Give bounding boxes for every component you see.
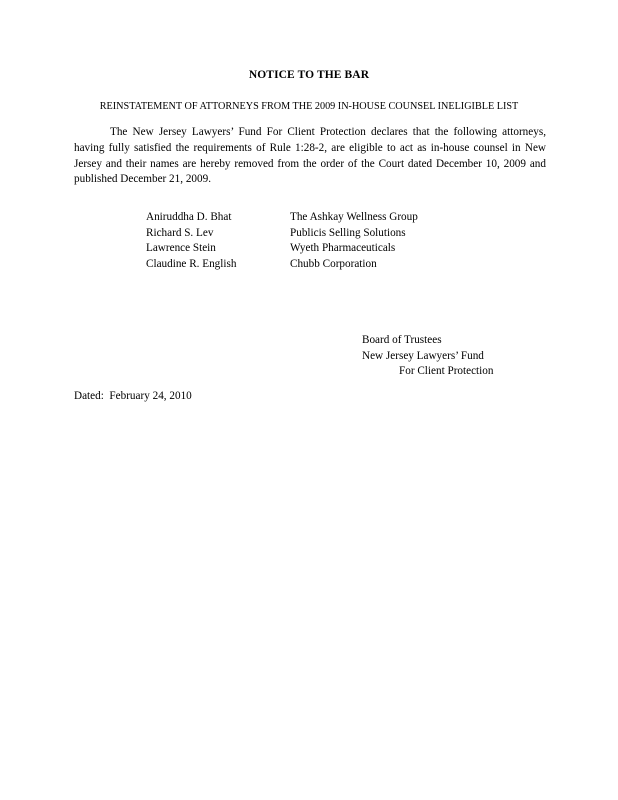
notice-title: NOTICE TO THE BAR — [248, 69, 370, 81]
signature-block — [362, 333, 493, 380]
roster-row — [146, 210, 418, 226]
attorney-name: Aniruddha D. Bhat — [146, 211, 232, 223]
attorney-name: Richard S. Lev — [146, 226, 214, 239]
notice-subtitle: REINSTATEMENT OF ATTORNEYS FROM THE 2009 IN-HOUSE COUNSEL INELIGIBLE LIST — [99, 101, 519, 112]
signature-line-fund: New Jersey Lawyers’ Fund — [362, 349, 484, 362]
attorney-name: Lawrence Stein — [146, 242, 216, 255]
attorney-employer: Publicis Selling Solutions — [290, 226, 406, 239]
attorney-employer: Wyeth Pharmaceuticals — [290, 242, 396, 255]
roster-row — [146, 241, 418, 257]
dated-line: Dated: February 24, 2010 — [74, 390, 192, 402]
attorney-employer: The Ashkay Wellness Group — [290, 211, 418, 223]
attorney-name: Claudine R. English — [146, 257, 237, 270]
signature-line-protection: For Client Protection — [399, 365, 494, 378]
attorney-roster — [146, 210, 418, 272]
notice-body: The New Jersey Lawyers’ Fund For Client Protection declares that the following attorneys, having fully satisfied the requirements of Rule 1:28-2, are eligible to act as in-house counsel in New Jersey and their names are hereby removed from the order of the Court dated December 10, 2009 and published December 21, 2009. — [74, 126, 546, 186]
attorney-employer: Chubb Corporation — [290, 257, 377, 270]
roster-row — [146, 257, 418, 273]
roster-row — [146, 226, 418, 242]
signature-line-board: Board of Trustees — [362, 334, 442, 346]
